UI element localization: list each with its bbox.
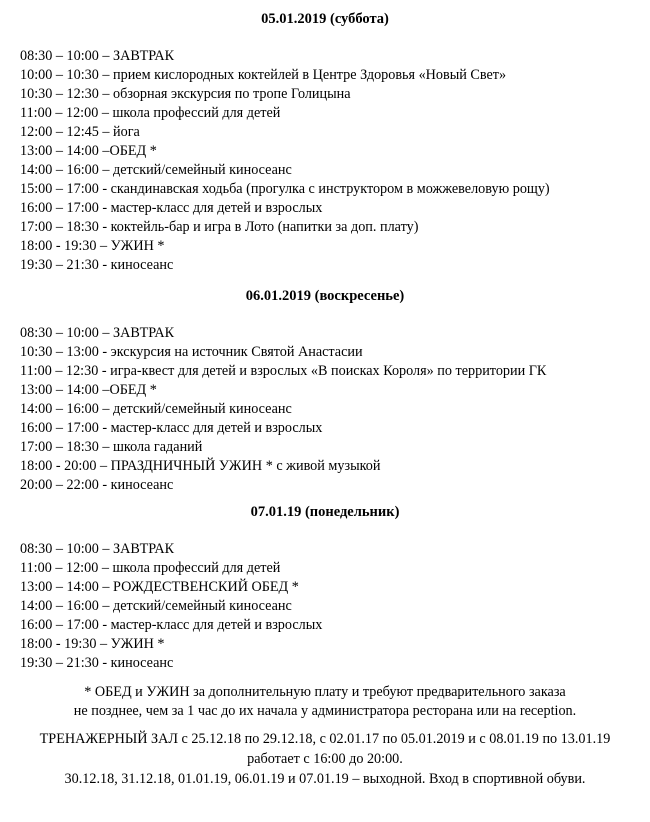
schedule-item: 10:00 – 10:30 – прием кислородных коктейлей в Центре Здоровья «Новый Свет» — [20, 67, 507, 83]
meal-footnote — [0, 683, 650, 721]
schedule-item: 14:00 – 16:00 – детский/семейный киносеанс — [20, 162, 292, 178]
schedule-list — [0, 540, 650, 673]
schedule-item: 10:30 – 12:30 – обзорная экскурсия по тропе Голицына — [20, 86, 351, 102]
footnote-line: не позднее, чем за 1 час до их начала у администратора ресторана или на reception. — [73, 703, 577, 719]
schedule-item: 08:30 – 10:00 – ЗАВТРАК — [20, 325, 175, 341]
day-heading: 06.01.2019 (воскресенье) — [245, 288, 405, 304]
schedule-item: 16:00 – 17:00 - мастер-класс для детей и взрослых — [20, 617, 323, 633]
schedule-item: 14:00 – 16:00 – детский/семейный киносеанс — [20, 401, 292, 417]
schedule-item: 19:30 – 21:30 - киносеанс — [20, 655, 174, 671]
schedule-item: 17:00 – 18:30 – школа гаданий — [20, 439, 203, 455]
schedule-item: 11:00 – 12:00 – школа профессий для детей — [20, 560, 281, 576]
gym-notice-line: 30.12.18, 31.12.18, 01.01.19, 06.01.19 и 07.01.19 – выходной. Вход в спортивной обуви. — [64, 771, 586, 787]
schedule-item: 08:30 – 10:00 – ЗАВТРАК — [20, 48, 175, 64]
day-section-05-01 — [0, 10, 650, 275]
day-heading: 07.01.19 (понедельник) — [250, 504, 400, 520]
schedule-item: 13:00 – 14:00 –ОБЕД * — [20, 382, 157, 398]
schedule-item: 18:00 - 19:30 – УЖИН * — [20, 238, 165, 254]
day-section-06-01 — [0, 287, 650, 495]
schedule-item: 11:00 – 12:30 - игра-квест для детей и взрослых «В поисках Короля» по территории ГК — [20, 363, 547, 379]
schedule-item: 15:00 – 17:00 - скандинавская ходьба (прогулка с инструктором в можжевеловую рощу) — [20, 181, 550, 197]
schedule-item: 16:00 – 17:00 - мастер-класс для детей и взрослых — [20, 200, 323, 216]
schedule-item: 17:00 – 18:30 - коктейль-бар и игра в Лото (напитки за доп. плату) — [20, 219, 419, 235]
schedule-item: 20:00 – 22:00 - киносеанс — [20, 477, 174, 493]
schedule-item: 16:00 – 17:00 - мастер-класс для детей и взрослых — [20, 420, 323, 436]
gym-notice-line: работает с 16:00 до 20:00. — [247, 751, 403, 767]
schedule-list — [0, 324, 650, 495]
footnote-line: * ОБЕД и УЖИН за дополнительную плату и требуют предварительного заказа — [84, 684, 566, 700]
schedule-item: 11:00 – 12:00 – школа профессий для детей — [20, 105, 281, 121]
schedule-item: 14:00 – 16:00 – детский/семейный киносеанс — [20, 598, 292, 614]
schedule-item: 19:30 – 21:30 - киносеанс — [20, 257, 174, 273]
schedule-item: 12:00 – 12:45 – йога — [20, 124, 140, 140]
day-heading: 05.01.2019 (суббота) — [261, 11, 389, 27]
schedule-item: 18:00 - 19:30 – УЖИН * — [20, 636, 165, 652]
schedule-item: 10:30 – 13:00 - экскурсия на источник Святой Анастасии — [20, 344, 363, 360]
gym-notice — [0, 729, 650, 789]
schedule-item: 13:00 – 14:00 –ОБЕД * — [20, 143, 157, 159]
schedule-item: 13:00 – 14:00 – РОЖДЕСТВЕНСКИЙ ОБЕД * — [20, 579, 299, 595]
schedule-item: 18:00 - 20:00 – ПРАЗДНИЧНЫЙ УЖИН * с живой музыкой — [20, 458, 381, 474]
day-section-07-01 — [0, 503, 650, 673]
gym-notice-line: ТРЕНАЖЕРНЫЙ ЗАЛ с 25.12.18 по 29.12.18, с 02.01.17 по 05.01.2019 и с 08.01.19 по 13.01.19 — [39, 731, 611, 747]
schedule-item: 08:30 – 10:00 – ЗАВТРАК — [20, 541, 175, 557]
schedule-list — [0, 47, 650, 275]
